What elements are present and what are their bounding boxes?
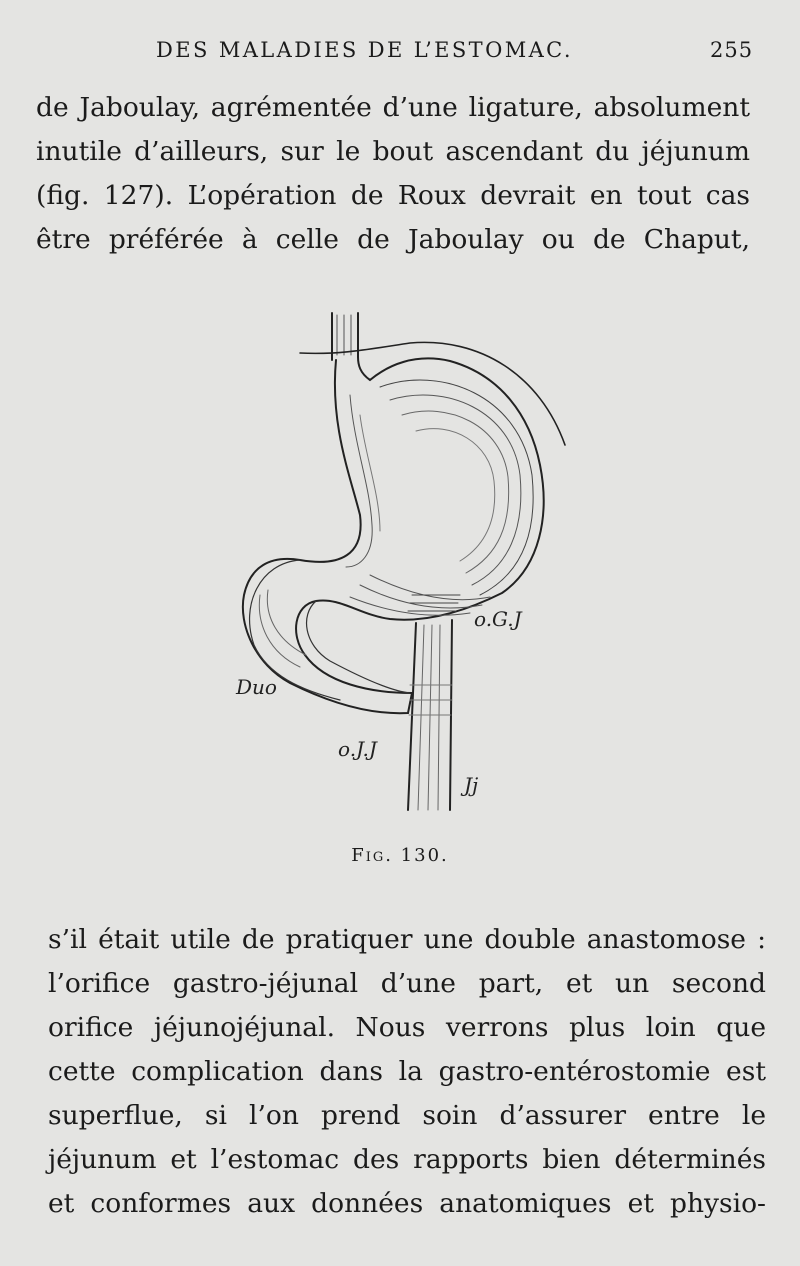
text-line: orifice jéjunojéjunal. Nous verrons plus loin que: [48, 1012, 766, 1043]
page-number: 255: [710, 38, 754, 62]
text-line: et conformes aux données anatomiques et physio-: [48, 1188, 766, 1219]
label-gastrojejunal-orifice: o.G.J: [474, 607, 522, 631]
text-line: s’il était utile de pratiquer une double anastomose :: [48, 924, 766, 955]
running-title: DES MALADIES DE L’ESTOMAC.: [156, 38, 573, 62]
text-line: être préférée à celle de Jaboulay ou de Chaput,: [36, 224, 750, 255]
text-line: cette complication dans la gastro-entérostomie est: [48, 1056, 766, 1087]
label-jejunum: Jj: [464, 773, 479, 797]
text-line: superflue, si l’on prend soin d’assurer entre le: [48, 1100, 766, 1131]
stomach-illustration: [220, 305, 580, 820]
paragraph-bottom: [48, 918, 766, 1226]
figure-caption: Fig. 130.: [351, 845, 449, 866]
text-line: jéjunum et l’estomac des rapports bien déterminés: [48, 1144, 766, 1175]
text-line: inutile d’ailleurs, sur le bout ascendant du jéjunum: [36, 136, 750, 167]
label-duodenum: Duo: [236, 675, 277, 699]
paragraph-top: [36, 86, 750, 262]
label-jejunojejunal-orifice: o.J.J: [338, 737, 377, 761]
text-line: de Jaboulay, agrémentée d’une ligature, absolument: [36, 92, 750, 123]
text-line: (fig. 127). L’opération de Roux devrait en tout cas: [36, 180, 750, 211]
stomach-engraving: [220, 305, 580, 820]
text-line: l’orifice gastro-jéjunal d’une part, et un second: [48, 968, 766, 999]
